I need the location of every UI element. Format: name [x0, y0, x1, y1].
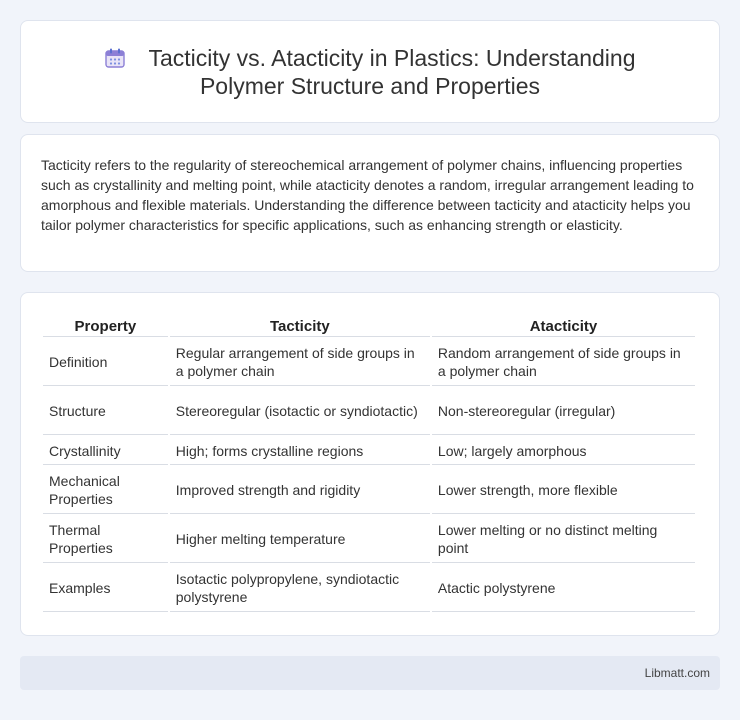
- table-row: [43, 437, 695, 465]
- table-row: [43, 467, 695, 514]
- cell-atacticity: Random arrangement of side groups in a polymer chain: [432, 339, 695, 386]
- cell-property: Thermal Properties: [43, 516, 168, 563]
- intro-card: [20, 134, 720, 272]
- header-property: Property: [43, 317, 168, 337]
- cell-atacticity: Lower melting or no distinct melting point: [432, 516, 695, 563]
- cell-property: Mechanical Properties: [43, 467, 168, 514]
- table-row: [43, 339, 695, 386]
- cell-atacticity: Atactic polystyrene: [432, 565, 695, 612]
- cell-tacticity: Higher melting temperature: [170, 516, 430, 563]
- cell-tacticity: Regular arrangement of side groups in a polymer chain: [170, 339, 430, 386]
- page-title: [104, 44, 635, 100]
- comparison-table: [41, 315, 697, 614]
- cell-atacticity: Low; largely amorphous: [432, 437, 695, 465]
- title-line-2: Polymer Structure and Properties: [199, 72, 541, 99]
- footer-brand[interactable]: Libmatt.com: [644, 666, 710, 680]
- cell-tacticity: Improved strength and rigidity: [170, 467, 430, 514]
- cell-property: Crystallinity: [43, 437, 168, 465]
- table-row: [43, 388, 695, 435]
- title-card: [20, 20, 720, 123]
- calendar-icon: [104, 47, 126, 69]
- table-row: [43, 565, 695, 612]
- title-line-1: Tacticity vs. Atacticity in Plastics: Understanding: [148, 44, 636, 71]
- intro-paragraph: Tacticity refers to the regularity of stereochemical arrangement of polymer chains, influencing properties such as crystallinity and melting point, while atacticity denotes a random, irregular arrangement leading to amorphous and flexible materials. Understanding the difference between tacticity and atacticity helps you tailor polymer characteristics for specific applications, such as enhancing strength or elasticity.: [41, 157, 694, 233]
- table-header-row: [43, 317, 695, 337]
- header-tacticity: Tacticity: [170, 317, 430, 337]
- cell-tacticity: Stereoregular (isotactic or syndiotactic): [170, 388, 430, 435]
- cell-atacticity: Lower strength, more flexible: [432, 467, 695, 514]
- cell-tacticity: High; forms crystalline regions: [170, 437, 430, 465]
- comparison-card: [20, 292, 720, 636]
- header-atacticity: Atacticity: [432, 317, 695, 337]
- cell-property: Structure: [43, 388, 168, 435]
- cell-property: Examples: [43, 565, 168, 612]
- footer: [20, 656, 720, 690]
- cell-tacticity: Isotactic polypropylene, syndiotactic polystyrene: [170, 565, 430, 612]
- cell-property: Definition: [43, 339, 168, 386]
- cell-atacticity: Non-stereoregular (irregular): [432, 388, 695, 435]
- table-row: [43, 516, 695, 563]
